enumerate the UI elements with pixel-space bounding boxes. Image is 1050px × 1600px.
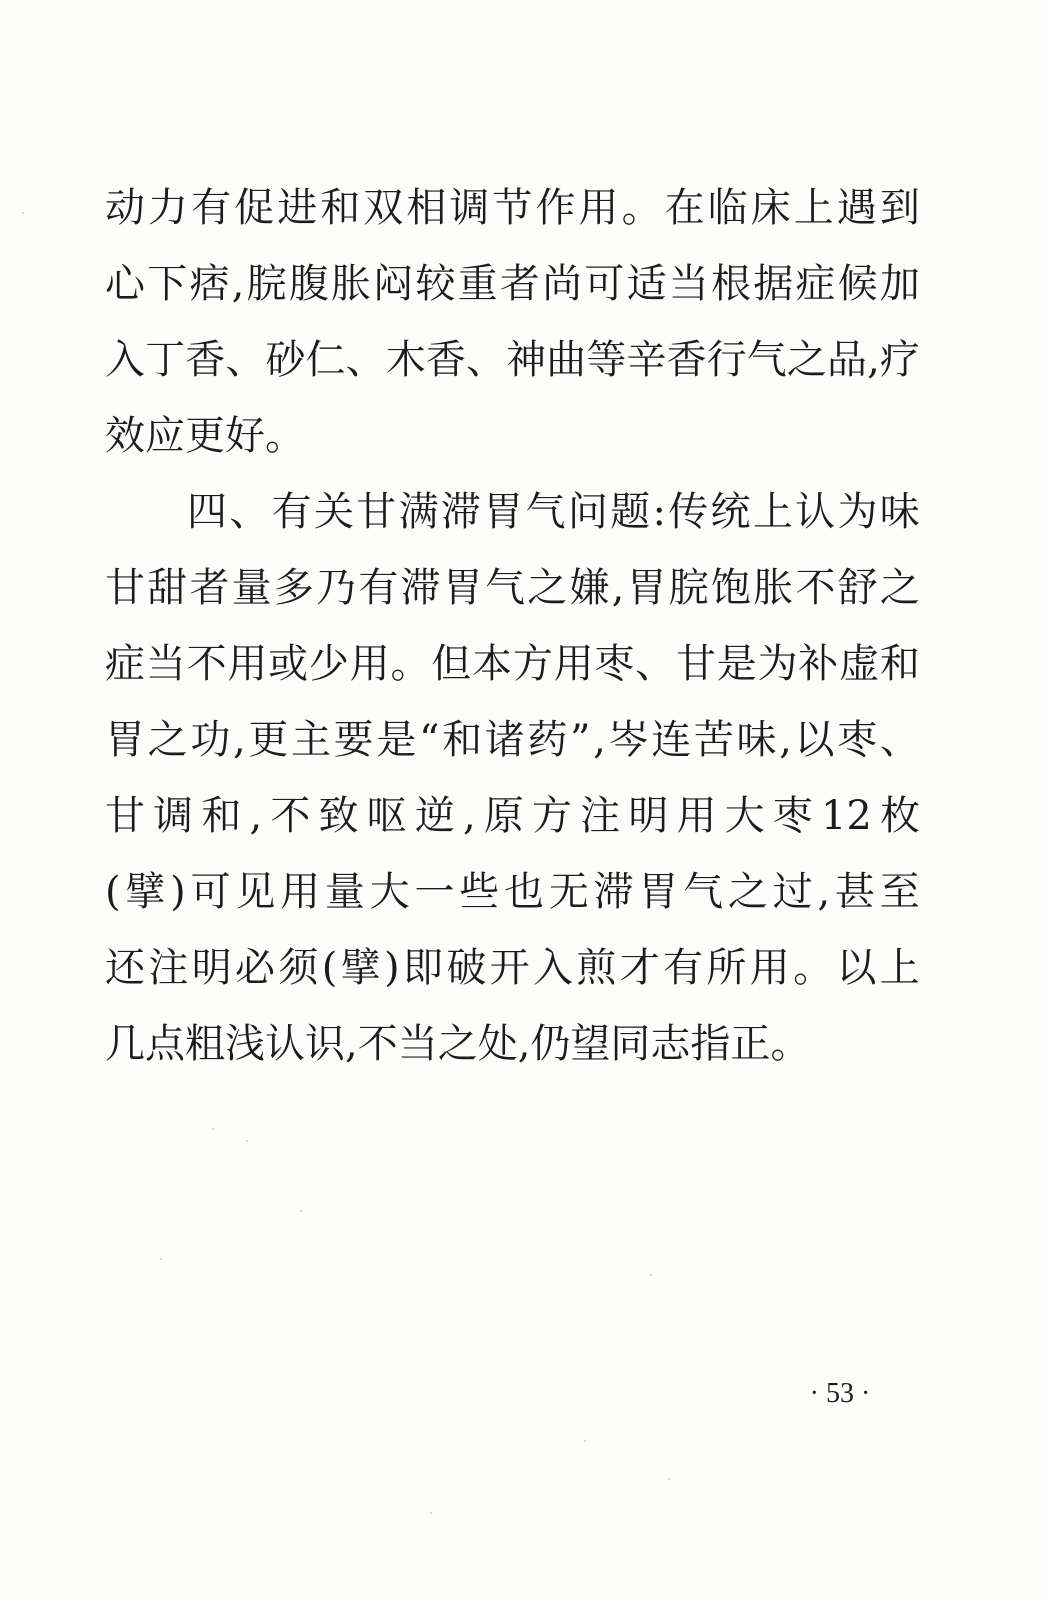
text-glyph: 虚	[839, 641, 880, 687]
text-glyph: ,	[779, 717, 792, 763]
text-glyph: (	[321, 945, 338, 991]
text-glyph: 满	[398, 489, 439, 535]
text-line	[105, 930, 920, 1006]
text-glyph: 题	[610, 489, 651, 535]
text-glyph: 四	[187, 489, 227, 535]
text-glyph: 致	[318, 793, 359, 839]
scan-speck	[584, 1440, 586, 1442]
text-glyph: 滞	[400, 565, 441, 611]
text-glyph: 多	[273, 565, 314, 611]
text-glyph: ,	[817, 869, 831, 915]
text-glyph: 香	[666, 337, 707, 383]
text-glyph: 一	[414, 869, 455, 915]
text-glyph: 气	[683, 869, 724, 915]
text-glyph: 传	[668, 489, 709, 535]
text-glyph: 本	[472, 641, 513, 687]
text-glyph: “	[418, 717, 440, 763]
text-glyph: )	[384, 945, 400, 991]
text-glyph: 必	[235, 945, 276, 991]
text-glyph: 注	[580, 793, 621, 839]
text-glyph: 节	[492, 185, 533, 231]
text-glyph: 是	[376, 717, 417, 763]
text-glyph: 。	[390, 641, 431, 687]
text-glyph: 用	[749, 945, 790, 991]
text-glyph: 双	[363, 185, 404, 231]
text-glyph: 胃	[442, 565, 483, 611]
text-glyph: 逆	[414, 793, 455, 839]
text-glyph: 原	[483, 793, 524, 839]
text-glyph: ,	[232, 717, 246, 763]
text-glyph: 调	[153, 793, 194, 839]
text-glyph: 入	[533, 945, 573, 991]
text-glyph: 有	[191, 185, 232, 231]
text-glyph: 量	[231, 565, 272, 611]
text-glyph: 过	[772, 869, 813, 915]
text-glyph: 嫌	[569, 565, 610, 611]
text-glyph: 须	[278, 945, 319, 991]
text-glyph: 枣	[772, 793, 813, 839]
scan-speck	[300, 1210, 302, 1212]
text-glyph: 脘	[246, 261, 287, 307]
text-glyph: 更	[248, 717, 289, 763]
text-glyph: 量	[324, 869, 365, 915]
text-glyph: 认	[795, 489, 836, 535]
text-glyph: 、	[879, 717, 920, 763]
text-glyph: 促	[234, 185, 275, 231]
text-glyph: 注	[148, 945, 189, 991]
scan-speck	[650, 1274, 652, 1276]
text-glyph: 补	[798, 641, 839, 687]
text-glyph: 、	[465, 337, 506, 383]
text-glyph: 枣	[837, 717, 878, 763]
text-glyph: 之	[727, 869, 768, 915]
text-glyph: 到	[879, 185, 920, 231]
text-glyph: 甜	[147, 565, 188, 611]
text-line	[105, 170, 920, 246]
text-glyph: 要	[333, 717, 374, 763]
text-glyph: 乃	[316, 565, 357, 611]
text-glyph: 为	[757, 641, 798, 687]
text-glyph: 是	[716, 641, 757, 687]
text-glyph: 以	[836, 945, 877, 991]
text-glyph: 和	[442, 717, 483, 763]
text-glyph: 滞	[593, 869, 634, 915]
text-glyph: 香	[185, 337, 226, 383]
text-glyph: 胃	[638, 869, 679, 915]
text-glyph: 品	[826, 337, 867, 383]
text-glyph: 者	[499, 261, 540, 307]
text-line: 几点粗浅认识,不当之处,仍望同志指正。	[105, 1021, 811, 1067]
text-glyph: 下	[147, 261, 188, 307]
text-glyph: 香	[425, 337, 466, 383]
text-glyph: 舒	[837, 565, 878, 611]
text-glyph: 调	[449, 185, 490, 231]
text-glyph: ,	[462, 793, 476, 839]
text-glyph: 枣	[594, 641, 635, 687]
text-line	[105, 854, 920, 930]
text-glyph: 问	[567, 489, 608, 535]
text-glyph: 见	[235, 869, 276, 915]
text-glyph: 或	[268, 641, 309, 687]
text-glyph: 相	[406, 185, 447, 231]
text-glyph: 和	[879, 641, 920, 687]
text-glyph: 还	[105, 945, 145, 991]
text-glyph: 曲	[546, 337, 587, 383]
text-glyph: 方	[532, 793, 572, 839]
text-glyph: 可	[190, 869, 231, 915]
text-glyph: 诸	[484, 717, 525, 763]
text-glyph: 适	[626, 261, 667, 307]
text-glyph: 功	[190, 717, 231, 763]
text-glyph: 即	[402, 945, 443, 991]
text-glyph: 。	[793, 945, 834, 991]
text-line	[105, 626, 920, 702]
text-glyph: 大	[369, 869, 410, 915]
text-glyph: 重	[457, 261, 498, 307]
text-glyph: 尚	[542, 261, 583, 307]
text-glyph: 明	[191, 945, 232, 991]
text-glyph: 症	[105, 641, 145, 687]
text-glyph: 药	[527, 717, 568, 763]
text-glyph: 进	[277, 185, 318, 231]
text-glyph: 等	[586, 337, 627, 383]
text-glyph: 仁	[305, 337, 346, 383]
scan-speck	[160, 1258, 162, 1260]
text-glyph: )	[170, 869, 186, 915]
text-glyph: 关	[313, 489, 354, 535]
text-glyph: 胀	[331, 261, 372, 307]
text-glyph: ,	[611, 565, 625, 611]
text-line	[105, 474, 920, 550]
text-glyph: 。	[621, 185, 662, 231]
text-glyph: 闷	[373, 261, 414, 307]
text-glyph: 用	[349, 641, 390, 687]
text-glyph: 但	[431, 641, 472, 687]
scan-speck	[430, 1512, 432, 1514]
text-glyph: 之	[879, 565, 920, 611]
text-glyph: 明	[628, 793, 669, 839]
text-glyph: 木	[385, 337, 426, 383]
text-glyph: 味	[736, 717, 777, 763]
text-glyph: 滞	[440, 489, 481, 535]
text-glyph: 腹	[288, 261, 329, 307]
text-glyph: 和	[201, 793, 242, 839]
text-glyph: 呕	[366, 793, 407, 839]
text-glyph: 擘	[340, 945, 381, 991]
text-line	[105, 550, 920, 626]
text-glyph: 有	[663, 945, 704, 991]
text-glyph: ,	[231, 261, 245, 307]
text-glyph: 丁	[145, 337, 186, 383]
text-glyph: 为	[837, 489, 878, 535]
text-glyph: 床	[750, 185, 791, 231]
text-glyph: 胀	[753, 565, 794, 611]
text-glyph: 破	[446, 945, 487, 991]
text-line	[105, 702, 920, 778]
text-glyph: 作	[535, 185, 576, 231]
text-glyph: 、	[229, 489, 270, 535]
text-glyph: 主	[291, 717, 331, 763]
text-glyph: 胃	[483, 489, 524, 535]
text-glyph: 胃	[105, 717, 145, 763]
text-glyph: 以	[794, 717, 835, 763]
text-glyph: 脘	[668, 565, 709, 611]
text-glyph: 加	[879, 261, 920, 307]
text-glyph: 痞	[189, 261, 230, 307]
scan-speck	[246, 1140, 248, 1142]
text-glyph: 上	[752, 489, 793, 535]
text-glyph: 用	[280, 869, 321, 915]
text-glyph: 用	[553, 641, 594, 687]
text-glyph: 、	[225, 337, 266, 383]
text-glyph: 用	[227, 641, 268, 687]
text-line: 效应更好。	[105, 413, 305, 459]
text-glyph: 较	[415, 261, 456, 307]
text-glyph: 也	[504, 869, 545, 915]
scan-speck	[668, 1478, 670, 1480]
text-glyph: 擘	[125, 869, 166, 915]
text-glyph: 据	[753, 261, 794, 307]
text-glyph: 用	[578, 185, 619, 231]
page-number: · 53 ·	[809, 1378, 871, 1409]
text-glyph: 上	[879, 945, 920, 991]
text-glyph: 不	[186, 641, 227, 687]
text-glyph: 入	[105, 337, 145, 383]
text-glyph: 遇	[836, 185, 877, 231]
text-glyph: 大	[724, 793, 765, 839]
text-glyph: 苦	[693, 717, 734, 763]
text-glyph: 砂	[265, 337, 306, 383]
text-glyph: 和	[320, 185, 361, 231]
text-glyph: 力	[148, 185, 189, 231]
text-glyph: 甘	[675, 641, 716, 687]
body-text	[105, 170, 920, 1082]
text-line	[105, 246, 920, 322]
text-line	[105, 778, 920, 854]
text-glyph: 辛	[626, 337, 667, 383]
text-glyph: 少	[308, 641, 349, 687]
text-glyph: ,	[867, 337, 880, 383]
text-glyph: 甘	[356, 489, 397, 535]
text-glyph: 甚	[835, 869, 875, 915]
text-glyph: 气	[746, 337, 787, 383]
text-glyph: 用	[676, 793, 717, 839]
text-glyph: 心	[105, 261, 145, 307]
text-glyph: :	[652, 489, 666, 535]
text-glyph: 上	[793, 185, 834, 231]
text-line	[105, 322, 920, 398]
text-glyph: 行	[706, 337, 747, 383]
text-glyph: 甘	[105, 793, 145, 839]
text-glyph: 在	[664, 185, 705, 231]
text-glyph: ,	[593, 717, 606, 763]
text-glyph: 开	[489, 945, 530, 991]
scan-speck	[22, 212, 24, 214]
text-glyph: 枚	[880, 793, 920, 839]
text-glyph: 可	[584, 261, 625, 307]
text-glyph: 煎	[576, 945, 617, 991]
text-glyph: 胃	[626, 565, 667, 611]
text-glyph: ,	[249, 793, 263, 839]
text-glyph: 方	[512, 641, 553, 687]
text-glyph: 气	[484, 565, 525, 611]
text-glyph: 之	[147, 717, 188, 763]
text-glyph: 不	[795, 565, 836, 611]
text-glyph: 症	[795, 261, 836, 307]
text-glyph: 不	[270, 793, 311, 839]
text-glyph: 至	[879, 869, 920, 915]
text-glyph: 当	[668, 261, 709, 307]
text-glyph: 、	[635, 641, 676, 687]
text-glyph: 连	[651, 717, 692, 763]
text-glyph: 动	[105, 185, 145, 231]
text-glyph: 甘	[105, 565, 145, 611]
text-glyph: 味	[879, 489, 920, 535]
text-glyph: 12	[820, 793, 872, 839]
text-glyph: (	[105, 869, 121, 915]
text-glyph: 临	[707, 185, 748, 231]
scan-speck	[212, 1128, 214, 1130]
text-glyph: 饱	[711, 565, 751, 611]
text-glyph: 之	[527, 565, 568, 611]
text-glyph: 根	[711, 261, 751, 307]
text-glyph: 神	[506, 337, 547, 383]
text-glyph: ”	[570, 717, 591, 763]
text-glyph: 些	[459, 869, 500, 915]
text-glyph: 所	[706, 945, 747, 991]
text-glyph: 候	[837, 261, 878, 307]
text-glyph: 有	[271, 489, 312, 535]
text-glyph: 疗	[879, 337, 920, 383]
text-glyph: 无	[548, 869, 589, 915]
text-glyph: 者	[189, 565, 230, 611]
text-glyph: 气	[525, 489, 566, 535]
text-glyph: 之	[786, 337, 827, 383]
text-glyph: 才	[619, 945, 660, 991]
text-glyph: 岑	[608, 717, 649, 763]
text-glyph: 、	[345, 337, 386, 383]
text-glyph: 有	[358, 565, 399, 611]
text-glyph: 统	[710, 489, 751, 535]
text-glyph: 当	[145, 641, 186, 687]
